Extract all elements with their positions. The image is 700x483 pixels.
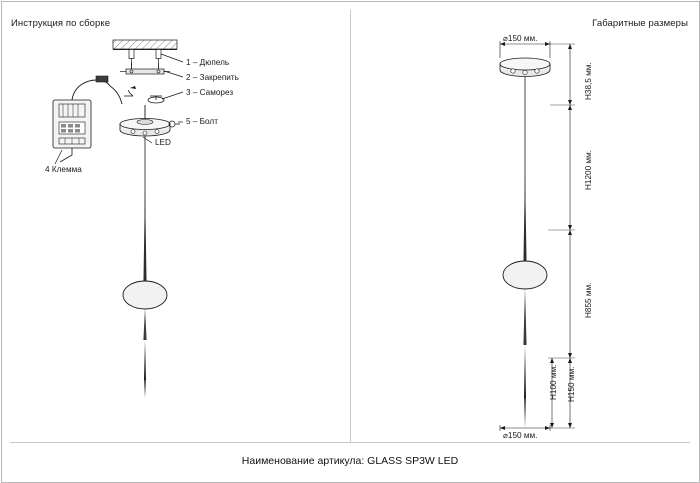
dim-top-diameter — [500, 41, 550, 58]
callout-5: 5 – Болт — [186, 117, 218, 126]
led-label: LED — [155, 138, 171, 147]
right-panel-title: Габаритные размеры — [592, 18, 688, 29]
callout-1: 1 – Дюпель — [186, 58, 230, 67]
dim-label-shade-height: H150 мм. — [567, 366, 576, 402]
left-panel-title: Инструкция по сборке — [11, 18, 111, 29]
dim-pendant-body — [503, 77, 547, 428]
dim-canopy-height — [550, 44, 575, 105]
callout-3: 3 – Саморез — [186, 88, 234, 97]
dim-total-drop — [548, 230, 575, 358]
callout-4: 4 Клемма — [45, 165, 82, 174]
article-name: Наименование артикула: GLASS SP3W LED — [241, 455, 459, 467]
dim-label-bottom-diameter: ⌀150 мм. — [503, 431, 538, 440]
dim-label-canopy-height: H38,5 мм. — [584, 62, 593, 100]
dim-label-total-drop: H855 мм. — [584, 282, 593, 318]
callout-2: 2 – Закрепить — [186, 73, 239, 82]
dim-canopy — [500, 58, 550, 77]
dim-label-cable-length: H1200 мм. — [584, 150, 593, 190]
dim-cable-length — [548, 105, 575, 230]
dim-label-shade-offset: H100 мм. — [549, 364, 558, 400]
dim-label-top-diameter: ⌀150 мм. — [503, 34, 538, 43]
